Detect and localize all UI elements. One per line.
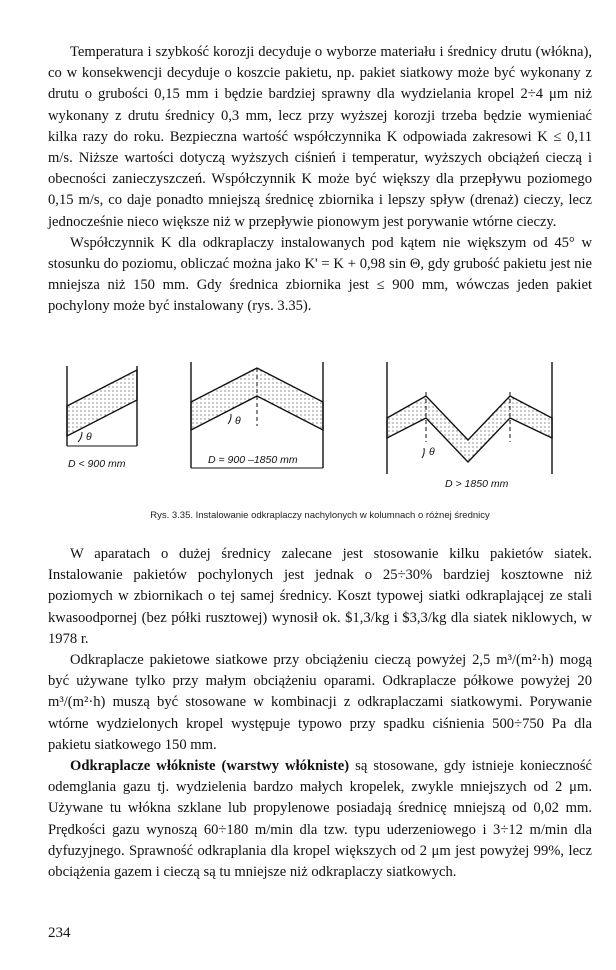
panel-small-column — [67, 366, 137, 446]
label-d-medium: D = 900 –1850 mm — [208, 454, 298, 466]
paragraph-temperature: Temperatura i szybkość korozji decyduje o wyborze materiału i średnicy drutu (włókna), co w konsekwencji decyduje o koszcie pakietu, np. pakiet siatkowy może być wykonany z drutu o grubości 0,15 mm i będzie bardziej sprawny dla wydzielania kropel 2÷4 μm niż wykonany z drutu średnicy 0,3 mm, lecz przy wyższej korozji trzeba będzie wymieniać kilka razy do roku. Bezpieczna wartość współczynnika K odpowiada zakresowi K ≤ 0,11 m/s. Niższe wartości dotyczą wyższych ciśnień i temperatur, wyższych obciążeń cieczą i obecności zanieczyszczeń. Współczynnik K może być większy dla przepływu poziomego 0,15 m/s, co daje ponadto mniejszą średnicę zbiornika i lepszy spływ (drenaż) cieczy, lecz jednocześnie nieco większe niż w przepływie pionowym jest porywanie wtórne cieczy. — [48, 44, 592, 230]
paragraph-k-coefficient: Współczynnik K dla odkraplaczy instalowanych pod kątem nie większym od 45° w stosunku do poziomu, obliczać można jako K' = K + 0,98 sin Θ, gdy grubość pakietu jest nie mniejsza niż 150 mm. Gdy średnica zbiornika jest ≤ 900 mm, wówczas jeden pakiet pochylony może być instalowany (rys. 3.35). — [48, 234, 592, 315]
top-text — [48, 42, 592, 318]
figure-drawing — [48, 362, 592, 502]
angle-label-2: θ — [235, 415, 241, 427]
panel-medium-column — [191, 362, 323, 468]
bottom-text — [48, 544, 592, 883]
paragraph-multiple-packets: W aparatach o dużej średnicy zalecane jest stosowanie kilku pakietów siatek. Instalowanie pakietów pochylonych jest jednak o 25÷30% bardziej kosztowne niż poziomych w zbiornikach o tej samej średnicy. Koszt typowej siatki odkraplającej ze stali kwasoodpornej (bez półki rusztowej) wynosił ok. $1,3/kg i $3,3/kg dla siatek niklowych, w 1978 r. — [48, 546, 592, 647]
paragraph-load-limits: Odkraplacze pakietowe siatkowe przy obciążeniu cieczą powyżej 2,5 m³/(m²·h) mogą być używane tylko przy małym obciążeniu oparami. Odkraplacze półkowe powyżej 20 m³/(m²·h) muszą być stosowane w kombinacji z odkraplaczami siatkowymi. Porywanie wtórne wydzielonych kropel występuje typowo przy spadku ciśnienia 500÷750 Pa dla pakietu siatkowego 150 mm. — [48, 652, 592, 753]
fibrous-heading: Odkraplacze włókniste (warstwy włókniste) — [70, 758, 350, 775]
angle-label-3: θ — [429, 446, 435, 458]
fibrous-body: są stosowane, gdy istnieje konieczność odemglania gazu tj. wydzielenia bardzo małych kropelek, zwykle mniejszych od 2 μm. Używane tu włókna szklane lub propylenowe posiadają średnicę mniejszą od 0,02 mm. Prędkości gazu wynoszą 60÷180 m/min dla tzw. typu uderzeniowego i 3÷12 m/min dla dyfuzyjnego. Sprawność odkraplania dla kropel większych od 2 μm jest powyżej 99%, lecz obciążenia gazem i cieczą są tu mniejsze niż odkraplaczy siatkowych. — [48, 758, 592, 881]
page-number: 234 — [48, 925, 71, 941]
panel-large-column — [387, 362, 552, 474]
paragraph-fibrous — [48, 756, 592, 883]
label-d-small: D < 900 mm — [68, 458, 126, 470]
figure-3-35 — [48, 362, 592, 502]
label-d-large: D > 1850 mm — [445, 478, 509, 490]
angle-label-1: θ — [86, 431, 92, 443]
figure-caption: Rys. 3.35. Instalowanie odkraplaczy nachylonych w kolumnach o różnej średnicy — [150, 510, 490, 521]
